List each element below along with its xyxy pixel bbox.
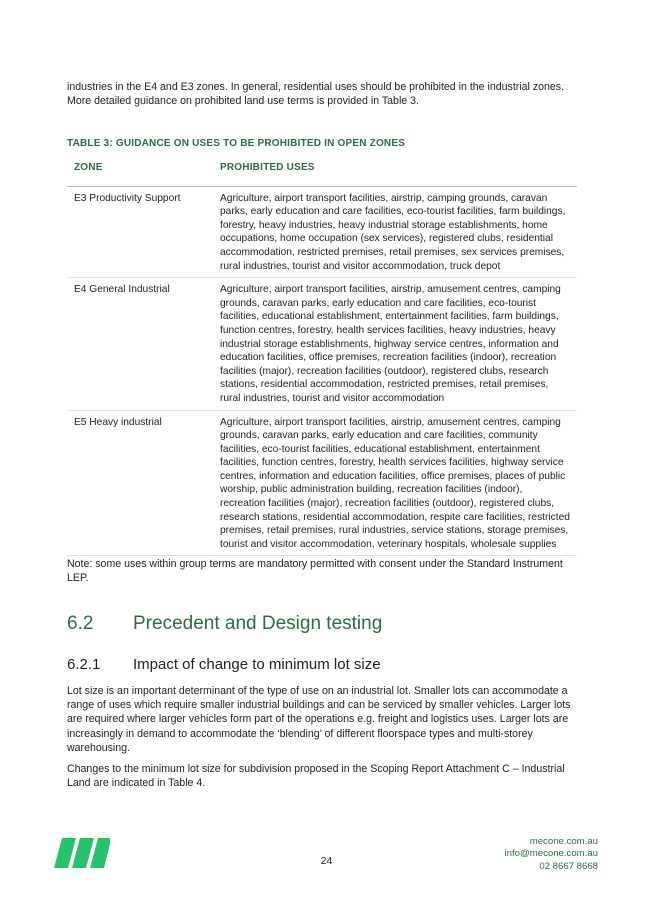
- table-row: [67, 278, 577, 410]
- zone-column-header: ZONE: [67, 158, 213, 186]
- table-note: Note: some uses within group terms are mandatory permitted with consent under the Standard Instrument LEP.: [67, 558, 563, 585]
- table-title: TABLE 3: GUIDANCE ON USES TO BE PROHIBITED IN OPEN ZONES: [67, 138, 406, 149]
- footer-phone: 02 8667 8668: [539, 860, 598, 872]
- section-title: Precedent and Design testing: [133, 613, 383, 634]
- footer-email[interactable]: info@mecone.com.au: [504, 848, 598, 860]
- body-paragraph: Lot size is an important determinant of the type of use on an industrial lot. Smaller lots can accommodate a range of uses which require smaller industrial buildings and can be serviced by smaller vehicles. Larger lots are required where larger vehicles form part of the operations e.g. freight and logistics uses. Larger lots are increasingly in demand to accommodate the ‘blending’ of different floorspace types and multi-storey warehousing.: [67, 685, 571, 754]
- uses-cell: Agriculture, airport transport facilities, airstrip, amusement centres, camping grounds, caravan parks, early education and care facilities, community facilities, eco-tourist facilities, educational establishment, entertainment facilities, function centres, forestry, health services facilities, highway service centres, information and education facilities, office premises, places of public worship, public administration building, recreation facilities (indoor), recreation facilities (major), recreation facilities (outdoor), registered clubs, research stations, residential accommodation, respite care facilities, restricted premises, retail premises, rural industries, service stations, storage premises, tourist and visitor accommodation, veterinary hospitals, wholesale supplies: [213, 410, 577, 556]
- uses-column-header: PROHIBITED USES: [213, 158, 577, 186]
- subsection-title: Impact of change to minimum lot size: [133, 656, 381, 673]
- table-row: [67, 410, 577, 556]
- section-number: 6.2: [67, 613, 94, 634]
- subsection-heading: [67, 656, 381, 673]
- section-heading: [67, 613, 382, 635]
- body-paragraph: Changes to the minimum lot size for subdivision proposed in the Scoping Report Attachment C – Industrial Land are indicated in Table 4.: [67, 763, 565, 790]
- zone-cell: E3 Productivity Support: [67, 186, 213, 278]
- uses-cell: Agriculture, airport transport facilities, airstrip, amusement centres, camping grounds, caravan parks, early education and care facilities, eco-tourist facilities, educational establishment, entertainment facilities, farm buildings, function centres, forestry, health services facilities, heavy industries, heavy industrial storage establishments, highway service centres, information and education facilities, office premises, recreation facilities (indoor), recreation facilities (major), recreation facilities (outdoor), registered clubs, research stations, residential accommodation, restricted premises, retail premises, rural industries, tourist and visitor accommodation: [213, 278, 577, 410]
- subsection-number: 6.2.1: [67, 656, 101, 673]
- footer-contact: [505, 836, 598, 873]
- table-header-row: [67, 158, 577, 186]
- page-number: 24: [320, 855, 333, 867]
- zone-cell: E5 Heavy industrial: [67, 410, 213, 556]
- uses-cell: Agriculture, airport transport facilities, airstrip, camping grounds, caravan parks, early education and care facilities, eco-tourist facilities, farm buildings, forestry, heavy industries, heavy industrial storage establishments, home occupations, home occupation (sex services), registered clubs, residential accommodation, restricted premises, retail premises, sex services premises, rural industries, tourist and visitor accommodation, truck depot: [213, 186, 577, 278]
- footer-website[interactable]: mecone.com.au: [529, 836, 598, 847]
- prohibited-uses-table: [67, 158, 577, 556]
- table-row: [67, 186, 577, 278]
- zone-cell: E4 General Industrial: [67, 278, 213, 410]
- intro-paragraph: industries in the E4 and E3 zones. In general, residential uses should be prohibited in the industrial zones. More detailed guidance on prohibited land use terms is provided in Table 3.: [67, 81, 565, 108]
